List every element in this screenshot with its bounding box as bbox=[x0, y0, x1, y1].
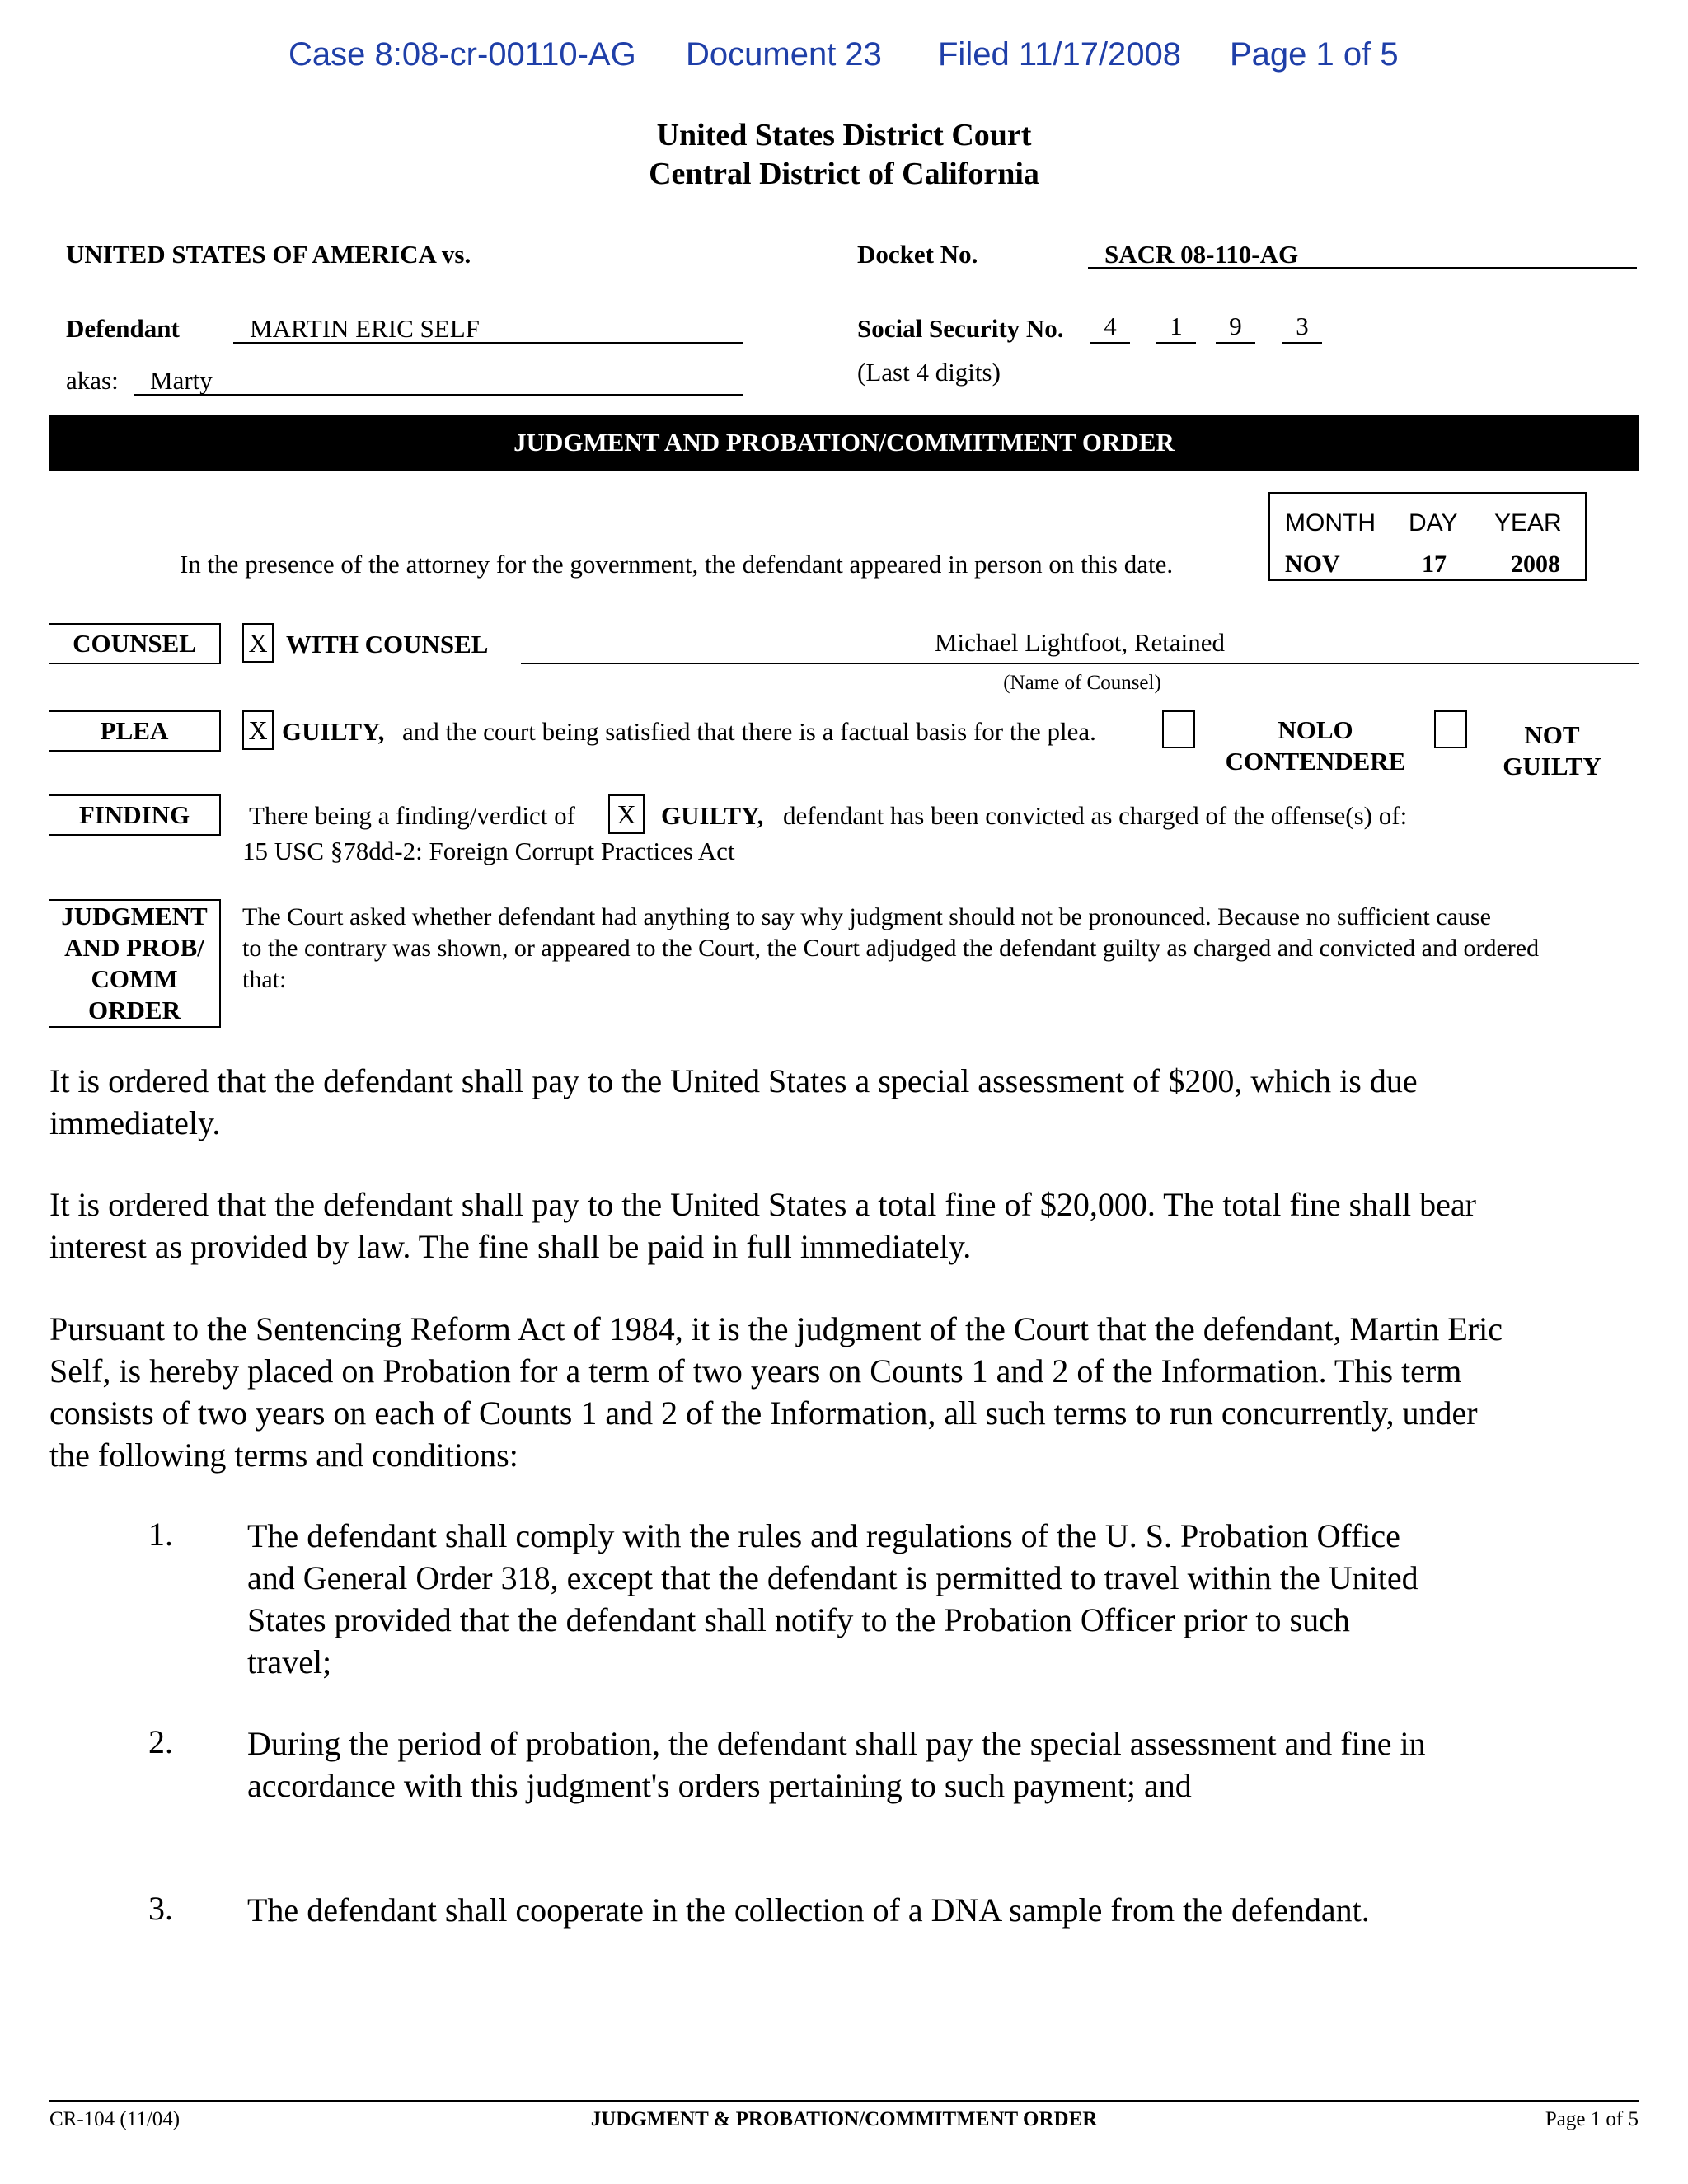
not-guilty-label-line1: NOT bbox=[1524, 720, 1580, 749]
footer-title: JUDGMENT & PROBATION/COMMITMENT ORDER bbox=[590, 2108, 1098, 2130]
condition-line: accordance with this judgment's orders pertaining to such payment; and bbox=[247, 1767, 1192, 1804]
akas-value: Marty bbox=[150, 366, 213, 395]
year-value: 2008 bbox=[1511, 551, 1560, 578]
finding-section-label: FINDING bbox=[49, 794, 221, 836]
guilty-finding-label: GUILTY, bbox=[661, 801, 764, 830]
akas-field bbox=[134, 363, 743, 396]
judgment-statement bbox=[242, 902, 1643, 996]
judgment-text-line: The Court asked whether defendant had anything to say why judgment should not be pronounced. Because no sufficient cause bbox=[242, 903, 1491, 930]
guilty-plea-checkbox[interactable]: X bbox=[242, 710, 274, 750]
defendant-value: MARTIN ERIC SELF bbox=[250, 314, 480, 343]
paragraph-line: interest as provided by law. The fine shall be paid in full immediately. bbox=[49, 1228, 972, 1265]
finding-intro: There being a finding/verdict of bbox=[249, 801, 575, 830]
paragraph-line: Self, is hereby placed on Probation for a term of two years on Counts 1 and 2 of the Information. This term bbox=[49, 1352, 1462, 1390]
judgment-label-line: ORDER bbox=[88, 996, 181, 1024]
with-counsel-label: WITH COUNSEL bbox=[286, 630, 489, 658]
offense-charged: 15 USC §78dd-2: Foreign Corrupt Practices Act bbox=[242, 837, 735, 865]
counsel-name-caption: (Name of Counsel) bbox=[1003, 672, 1161, 694]
condition-line: During the period of probation, the defendant shall pay the special assessment and fine in bbox=[247, 1725, 1426, 1762]
judgment-label-line: AND PROB/ bbox=[64, 933, 204, 962]
year-label: YEAR bbox=[1494, 509, 1562, 537]
date-box bbox=[1268, 492, 1587, 581]
paragraph-line: consists of two years on each of Counts 1 and 2 of the Information, all such terms to run concurrently, under bbox=[49, 1394, 1478, 1432]
condition-item bbox=[247, 1889, 1582, 1931]
judgment-section-label bbox=[49, 899, 221, 1028]
not-guilty-checkbox[interactable] bbox=[1434, 710, 1467, 748]
judgment-label-line: JUDGMENT bbox=[61, 902, 208, 930]
ssn-digit: 9 bbox=[1216, 312, 1255, 344]
day-label: DAY bbox=[1409, 509, 1458, 537]
docket-label: Docket No. bbox=[857, 240, 978, 269]
defendant-label: Defendant bbox=[66, 314, 180, 343]
paragraph-line: Pursuant to the Sentencing Reform Act of 1984, it is the judgment of the Court that the defendant, Martin Eric bbox=[49, 1310, 1503, 1347]
month-label: MONTH bbox=[1285, 509, 1376, 537]
probation-paragraph bbox=[49, 1308, 1615, 1476]
nolo-label-line2: CONTENDERE bbox=[1225, 747, 1406, 776]
court-name: United States District Court bbox=[656, 118, 1032, 152]
court-district: Central District of California bbox=[649, 157, 1039, 191]
akas-label: akas: bbox=[66, 366, 119, 395]
with-counsel-checkbox[interactable]: X bbox=[242, 623, 274, 663]
footer-form-number: CR-104 (11/04) bbox=[49, 2108, 181, 2130]
paragraph-line: It is ordered that the defendant shall pay to the United States a special assessment of $200, which is due bbox=[49, 1062, 1418, 1099]
day-value: 17 bbox=[1422, 551, 1447, 578]
footer-rule bbox=[49, 2100, 1639, 2102]
judgment-text-line: that: bbox=[242, 966, 287, 993]
guilty-finding-checkbox[interactable]: X bbox=[608, 794, 645, 834]
nolo-contendere-checkbox[interactable] bbox=[1162, 710, 1195, 748]
condition-line: and General Order 318, except that the defendant is permitted to travel within the United bbox=[247, 1559, 1418, 1596]
paragraph-line: the following terms and conditions: bbox=[49, 1436, 518, 1474]
ssn-digit: 3 bbox=[1282, 312, 1322, 344]
condition-line: travel; bbox=[247, 1643, 332, 1680]
condition-line: The defendant shall comply with the rules and regulations of the U. S. Probation Office bbox=[247, 1517, 1400, 1554]
ssn-digit: 1 bbox=[1156, 312, 1196, 344]
docket-value: SACR 08-110-AG bbox=[1104, 240, 1299, 269]
condition-item bbox=[247, 1515, 1582, 1683]
condition-item bbox=[247, 1722, 1582, 1807]
condition-line: The defendant shall cooperate in the collection of a DNA sample from the defendant. bbox=[247, 1891, 1370, 1929]
ssn-digit: 4 bbox=[1090, 312, 1130, 344]
presence-statement: In the presence of the attorney for the government, the defendant appeared in person on this date. bbox=[180, 550, 1174, 579]
fine-paragraph bbox=[49, 1183, 1615, 1268]
counsel-section-label: COUNSEL bbox=[49, 623, 221, 664]
filed-date-stamp: Filed 11/17/2008 bbox=[938, 36, 1182, 73]
plea-statement: and the court being satisfied that there is a factual basis for the plea. bbox=[402, 717, 1096, 746]
order-title-banner: JUDGMENT AND PROBATION/COMMITMENT ORDER bbox=[49, 415, 1639, 471]
case-caption: UNITED STATES OF AMERICA vs. bbox=[66, 240, 471, 269]
document-number-stamp: Document 23 bbox=[686, 36, 882, 73]
condition-line: States provided that the defendant shall notify to the Probation Officer prior to such bbox=[247, 1601, 1350, 1638]
docket-field bbox=[1088, 237, 1637, 269]
plea-section-label: PLEA bbox=[49, 710, 221, 752]
paragraph-line: immediately. bbox=[49, 1104, 221, 1141]
month-value: NOV bbox=[1285, 551, 1340, 578]
condition-number: 3. bbox=[148, 1890, 173, 1927]
footer-page-number: Page 1 of 5 bbox=[1545, 2108, 1639, 2130]
case-number-stamp: Case 8:08-cr-00110-AG bbox=[288, 36, 636, 73]
nolo-label-line1: NOLO bbox=[1278, 715, 1353, 744]
ssn-note: (Last 4 digits) bbox=[857, 358, 1001, 387]
ssn-label: Social Security No. bbox=[857, 314, 1064, 343]
condition-number: 1. bbox=[148, 1516, 173, 1553]
judgment-label-line: COMM bbox=[91, 964, 178, 993]
paragraph-line: It is ordered that the defendant shall pay to the United States a total fine of $20,000. The total fine shall bear bbox=[49, 1186, 1476, 1223]
condition-number: 2. bbox=[148, 1723, 173, 1760]
counsel-name: Michael Lightfoot, Retained bbox=[521, 628, 1639, 664]
judgment-text-line: to the contrary was shown, or appeared to the Court, the Court adjudged the defendant guilty as charged and convicted and ordered bbox=[242, 935, 1540, 962]
not-guilty-label-line2: GUILTY bbox=[1503, 752, 1601, 780]
special-assessment-paragraph bbox=[49, 1060, 1615, 1144]
defendant-field bbox=[233, 312, 743, 344]
guilty-plea-label: GUILTY, bbox=[282, 717, 385, 746]
finding-statement: defendant has been convicted as charged of the offense(s) of: bbox=[783, 801, 1408, 830]
page-count-stamp: Page 1 of 5 bbox=[1230, 36, 1399, 73]
